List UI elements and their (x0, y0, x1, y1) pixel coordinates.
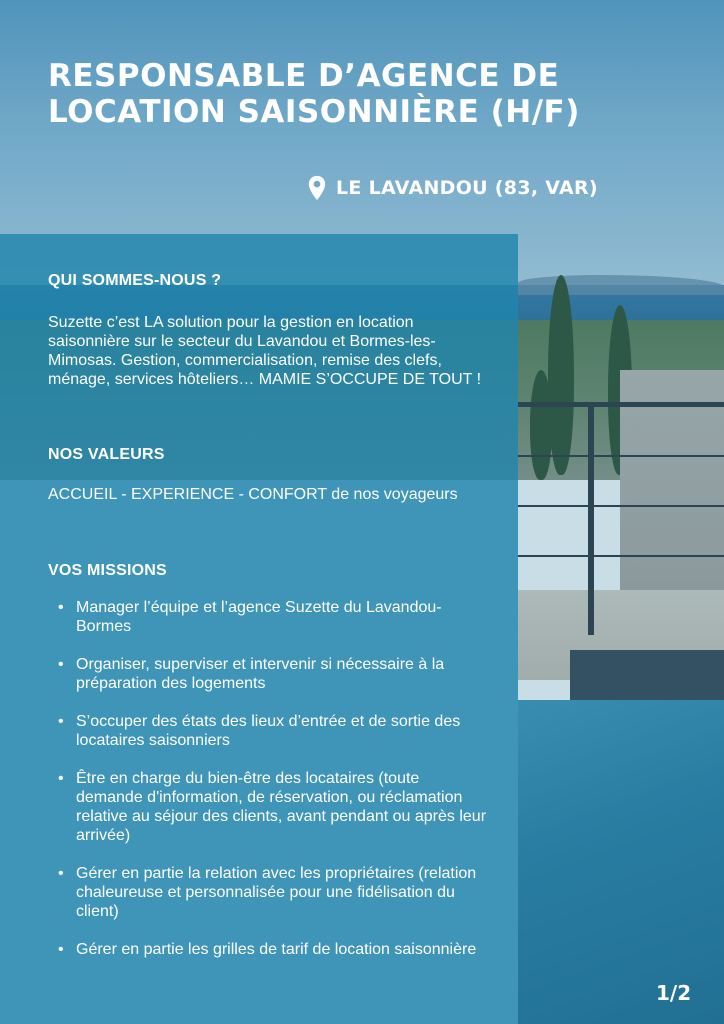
list-item: • Gérer en partie les grilles de tarif de location saisonnière (48, 940, 488, 959)
list-item: • Gérer en partie la relation avec les propriétaires (relation chaleureuse et personnalisée pour une fidélisation du client) (48, 864, 488, 921)
list-item: • S’occuper des états des lieux d’entrée et de sortie des locataires saisonniers (48, 712, 488, 750)
page-number: 1/2 (656, 981, 692, 1005)
location-line (306, 174, 598, 202)
about-text: Suzette c’est LA solution pour la gestion en location saisonnière sur le secteur du Lavandou et Bormes-les-Mimosas. Gestion, commercialisation, remise des clefs, ménage, services hôteliers… MAMIE S’OCCUPE DE TOUT ! (48, 314, 482, 388)
section-heading-values: NOS VALEURS (48, 446, 165, 463)
job-title: RESPONSABLE D’AGENCE DE LOCATION SAISONNIÈRE (H/F) (48, 58, 580, 130)
location-text: LE LAVANDOU (83, VAR) (336, 177, 598, 199)
list-item: • Être en charge du bien-être des locataires (toute demande d'information, de réservation, ou réclamation relative au séjour des clients, avant pendant ou après leur arrivée) (48, 769, 488, 845)
values-text: ACCUEIL - EXPERIENCE - CONFORT de nos voyageurs (48, 486, 458, 503)
list-item: • Organiser, superviser et intervenir si nécessaire à la préparation des logements (48, 655, 488, 693)
section-heading-about: QUI SOMMES-NOUS ? (48, 272, 222, 289)
map-pin-icon (306, 175, 328, 201)
section-heading-missions: VOS MISSIONS (48, 562, 167, 579)
list-item: • Manager l’équipe et l’agence Suzette du Lavandou-Bormes (48, 598, 488, 636)
missions-list (48, 598, 488, 978)
